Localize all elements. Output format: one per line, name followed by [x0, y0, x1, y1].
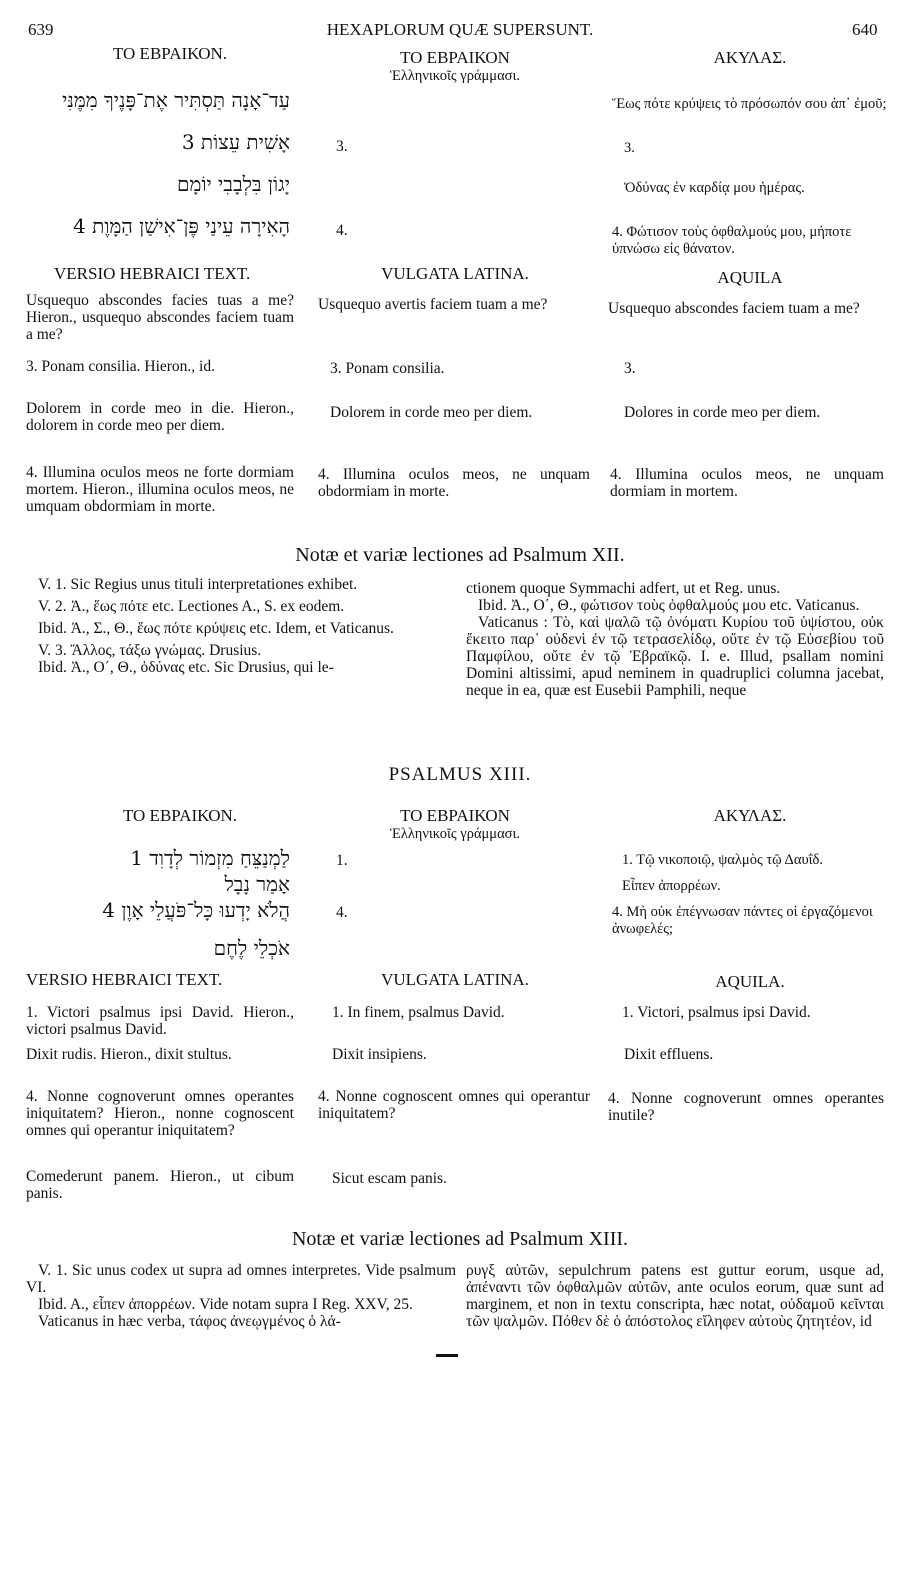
running-title: HEXAPLORUM QUÆ SUPERSUNT. — [326, 20, 594, 39]
note-paragraph: ctionem quoque Symmachi adfert, ut et Reg. unus. — [466, 580, 781, 597]
hebrew-line: אָשִׁית עֵצוֹת 3 — [181, 130, 290, 154]
versio-text: Usquequo abscondes facies tuas a me? Hieron., usquequo abscondes faciem tuam a me? — [26, 292, 294, 343]
versio-text: 3. Ponam consilia. Hieron., id. — [26, 358, 215, 375]
col-head-aquila: ΑΚΥΛΑΣ. — [713, 806, 787, 825]
vulgata-text: 1. In finem, psalmus David. — [332, 1004, 505, 1021]
note-paragraph: Vaticanus : Τὸ, καὶ ψαλῶ τῷ ὀνόματι Κυρίου τοῦ ὑψίστου, οὐκ ἔκειτο παρ᾿ οὐδενὶ ἐν τῷ τετρασελίδῳ, οὔτε ἐν τῷ Εὐσεβίου τοῦ Παμφίλου, οὔτε ἐν τῷ Ἑβραϊκῷ. I. e. Illud, psallam nomini Domini altissimi, apud neminem in quadruplici columna jacebat, neque in ea, quæ est Eusebii Pamphili, neque — [466, 614, 884, 699]
versio-text: 1. Victori psalmus ipsi David. Hieron., victori psalmus David. — [26, 1004, 294, 1038]
notes-title: Notæ et variæ lectiones ad Psalmum XIII. — [291, 1228, 629, 1250]
notes-left-column — [26, 1262, 456, 1330]
aquila-latin-text: Dixit effluens. — [624, 1046, 714, 1063]
vulgata-text: Sicut escam panis. — [332, 1170, 447, 1187]
aquila-greek-line: 4. Φώτισον τοὺς ὀφθαλμούς μου, μήποτε ὑπνώσω εἰς θάνατον. — [612, 224, 852, 257]
aquila-latin-text: Usquequo abscondes faciem tuam a me? — [608, 300, 860, 317]
note-paragraph: ρυγξ αὐτῶν, sepulchrum patens est guttur eorum, usque ad, ἀπέναντι τῶν ὀφθαλμῶν αὐτῶν, ante oculos eorum, quæ sunt ad marginem, et non in textu conscripta, hæc notat, οὐδαμοῦ κεῖνται τῶν ψαλμῶν. Πόθεν δὲ ὁ ἀπόστολος εἴληφεν αὐτοὺς ζητητέον, id — [466, 1262, 884, 1330]
hebrew-line: אֹכְלֵי לֶחֶם — [213, 936, 290, 960]
lat-head-versio: VERSIO HEBRAICI TEXT. — [26, 970, 223, 989]
col-head-hebrew: ΤΟ ΕΒΡΑΙΚΟΝ. — [112, 44, 228, 63]
lat-head-aquila: AQUILA. — [715, 972, 785, 991]
vulgata-text: Usquequo avertis faciem tuam a me? — [318, 296, 548, 313]
aquila-greek-line: Ἕως πότε κρύψεις τὸ πρόσωπόν σου ἀπ᾿ ἐμοῦ; — [612, 96, 887, 112]
col-head-hebrew: ΤΟ ΕΒΡΑΙΚΟΝ. — [122, 806, 238, 825]
aquila-latin-text: 4. Illumina oculos meos, ne unquam dormiam in mortem. — [610, 466, 884, 500]
aquila-greek-line: 3. — [624, 140, 635, 156]
hebrew-line: אָמַר נָבָל — [224, 872, 290, 896]
col-head-translit-sub: Ἑλληνικοῖς γράμμασι. — [389, 68, 521, 84]
vulgata-text: Dolorem in corde meo per diem. — [330, 404, 533, 421]
hebrew-line: הָאִירָה עֵינַי פֶּן־אִישַׁן הַמָּוֶת 4 — [73, 214, 290, 238]
aquila-latin-text: 3. — [624, 360, 636, 377]
vulgata-text: 3. Ponam consilia. — [330, 360, 445, 377]
translit-verse-number: 3. — [336, 138, 348, 155]
col-head-translit: ΤΟ ΕΒΡΑΙΚΟΝ — [400, 806, 510, 825]
notes-title: Notæ et variæ lectiones ad Psalmum XII. — [295, 544, 625, 566]
notes-left-column — [26, 576, 456, 676]
hebrew-line: הֲלֹא יָדְעוּ כָּל־פֹּעֲלֵי אָוֶן 4 — [102, 898, 290, 922]
translit-verse-number: 4. — [336, 904, 348, 921]
lat-head-vulgata: VULGATA LATINA. — [381, 970, 529, 989]
versio-text: 4. Nonne cognoverunt omnes operantes iniquitatem? Hieron., nonne cognoscent omnes qui operantur iniquitatem? — [26, 1088, 294, 1139]
aquila-greek-line: 4. Μὴ οὐκ ἐπέγνωσαν πάντες οἱ ἐργαζόμενοι ἀνωφελές; — [612, 904, 873, 937]
lat-head-aquila: AQUILA — [717, 268, 783, 287]
aquila-latin-text: Dolores in corde meo per diem. — [624, 404, 821, 421]
hebrew-line: עַד־אָנָה תַּסְתִּיר אֶת־פָּנֶיךָ מִמֶּנִּי — [62, 88, 290, 112]
lat-head-vulgata: VULGATA LATINA. — [381, 264, 529, 283]
col-head-translit: ΤΟ ΕΒΡΑΙΚΟΝ — [400, 48, 510, 67]
aquila-greek-line: Εἶπεν ἀπορρέων. — [622, 878, 721, 894]
versio-text: Comederunt panem. Hieron., ut cibum panis. — [26, 1168, 294, 1202]
note-paragraph: V. 1. Sic Regius unus tituli interpretationes exhibet. — [38, 576, 358, 593]
translit-verse-number: 4. — [336, 222, 348, 239]
versio-text: 4. Illumina oculos meos ne forte dormiam mortem. Hieron., illumina oculos meos, ne umquam obdormiam in morte. — [26, 464, 294, 515]
notes-right-column — [466, 580, 884, 699]
note-paragraph: Ibid. A., εἶπεν ἀπορρέων. Vide notam supra I Reg. XXV, 25. — [38, 1296, 413, 1313]
translit-verse-number: 1. — [336, 852, 348, 869]
note-paragraph: Vaticanus in hæc verba, τάφος ἀνεῳγμένος ὁ λά- — [38, 1313, 341, 1330]
note-paragraph: V. 2. Ἀ., ἕως πότε etc. Lectiones A., S. ex eodem. — [38, 598, 345, 615]
notes-right-column — [466, 1262, 884, 1330]
col-head-translit-sub: Ἑλληνικοῖς γράμμασι. — [389, 826, 521, 842]
page-number-left: 639 — [28, 20, 54, 39]
col-head-aquila: ΑΚΥΛΑΣ. — [713, 48, 787, 67]
vulgata-text: 4. Illumina oculos meos, ne unquam obdormiam in morte. — [318, 466, 590, 500]
aquila-greek-line: Ὀδύνας ἐν καρδίᾳ μου ἡμέρας. — [624, 180, 805, 196]
note-paragraph: Ibid. Ἀ., Σ., Θ., ἕως πότε κρύψεις etc. Idem, et Vaticanus. — [38, 620, 394, 637]
psalm-title: PSALMUS XIII. — [388, 764, 532, 785]
lat-head-versio: VERSIO HEBRAICI TEXT. — [54, 264, 251, 283]
end-dash — [436, 1354, 458, 1357]
aquila-latin-text: 4. Nonne cognoverunt omnes operantes inutile? — [608, 1090, 884, 1124]
versio-text: Dixit rudis. Hieron., dixit stultus. — [26, 1046, 232, 1063]
versio-text: Dolorem in corde meo in die. Hieron., dolorem in corde meo per diem. — [26, 400, 294, 434]
aquila-latin-text: 1. Victori, psalmus ipsi David. — [622, 1004, 811, 1021]
note-paragraph: Ibid. Ἀ., Ο΄, Θ., φώτισον τοὺς ὀφθαλμούς μου etc. Vaticanus. — [478, 597, 860, 614]
vulgata-text: Dixit insipiens. — [332, 1046, 427, 1063]
vulgata-text: 4. Nonne cognoscent omnes qui operantur iniquitatem? — [318, 1088, 590, 1122]
note-paragraph: Ibid. Ἀ., Ο΄, Θ., ὀδύνας etc. Sic Drusius, qui le- — [38, 659, 334, 676]
note-paragraph: V. 1. Sic unus codex ut supra ad omnes interpretes. Vide psalmum VI. — [26, 1262, 456, 1296]
page-number-right: 640 — [852, 20, 878, 39]
hebrew-line: לַמְנַצֵּחַ מִזְמוֹר לְדָוִד 1 — [130, 846, 290, 870]
note-paragraph: V. 3. Ἄλλος, τάξω γνώμας. Drusius. — [38, 642, 262, 659]
hebrew-line: יָגוֹן בִּלְבָבִי יוֹמָם — [177, 172, 290, 196]
aquila-greek-line: 1. Τῷ νικοποιῷ, ψαλμὸς τῷ Δαυΐδ. — [622, 852, 823, 868]
